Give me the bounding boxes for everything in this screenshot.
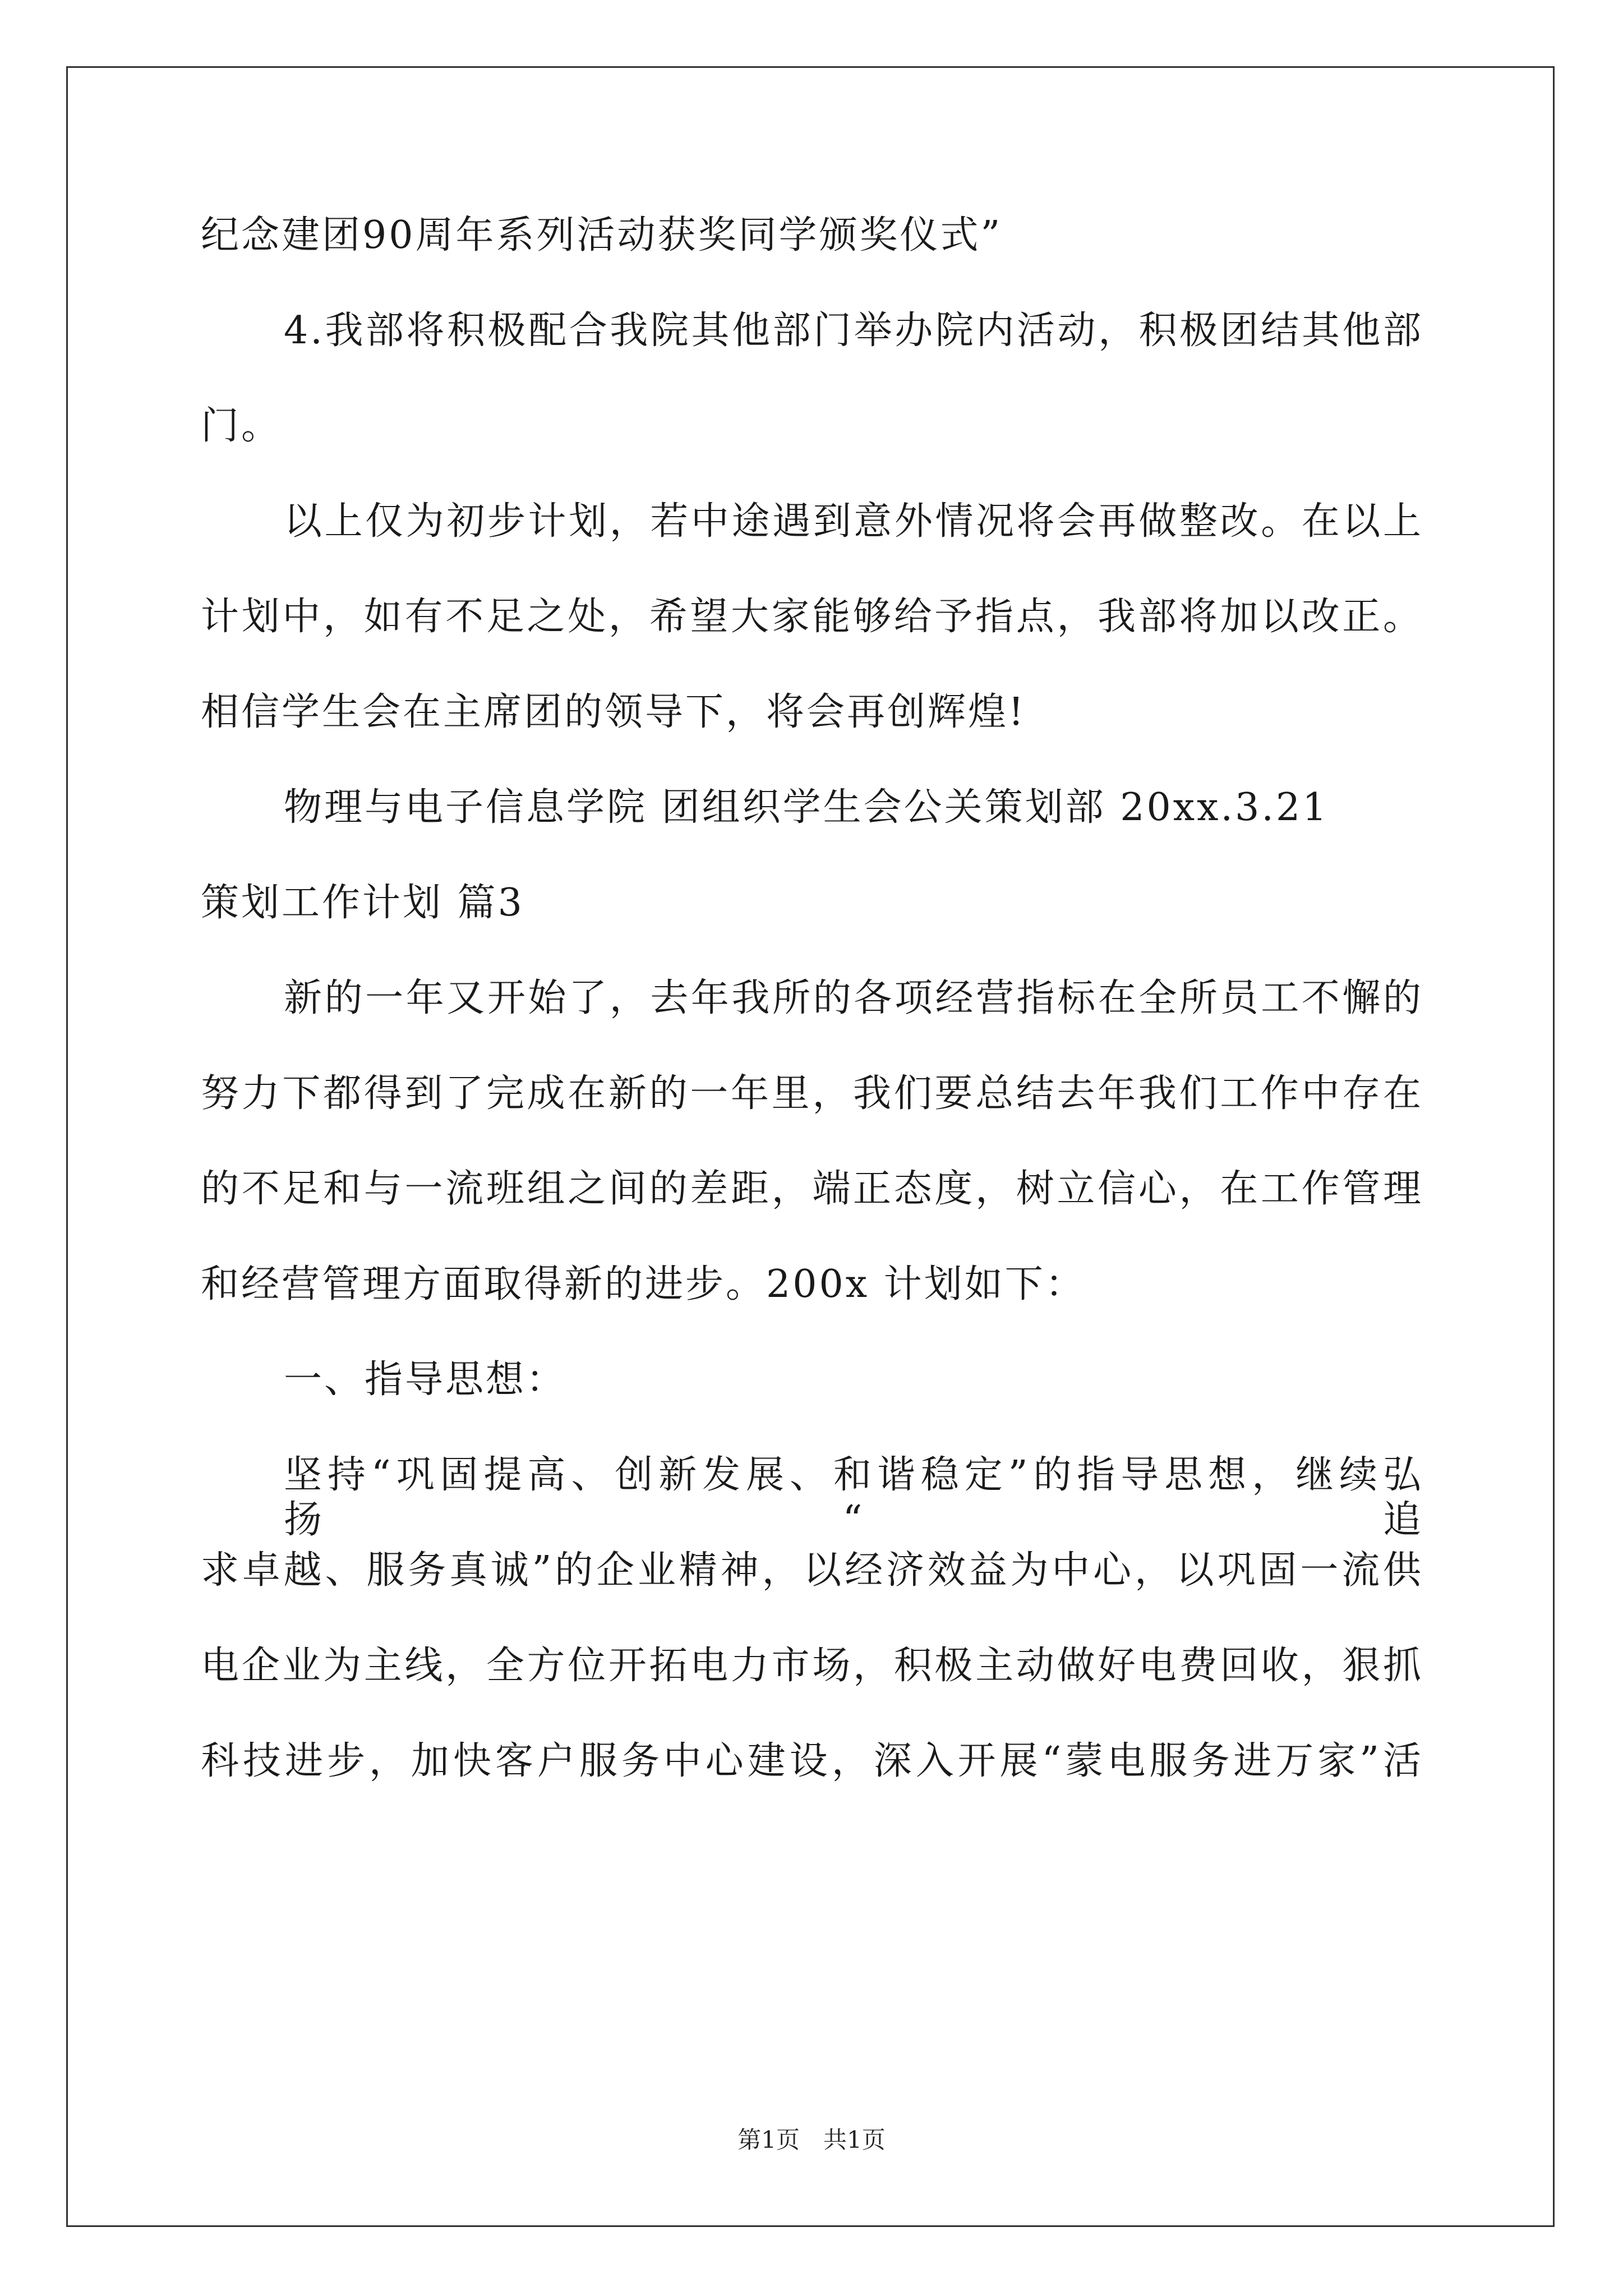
page-footer: 第1页 共1页 — [737, 2126, 886, 2154]
page-border — [66, 66, 1555, 2227]
text-line-16: 电企业为主线，全方位开拓电力市场，积极主动做好电费回收，狠抓 — [201, 1644, 1423, 1688]
signature-line: 物理与电子信息学院 团组织学生会公关策划部 20xx.3.21 — [284, 785, 1329, 830]
text-line-3: 门。 — [201, 404, 282, 448]
text-line-14: 坚持“巩固提高、创新发展、和谐稳定”的指导思想，继续弘扬“追 — [284, 1453, 1423, 1542]
text-line-15: 求卓越、服务真诚”的企业精神，以经济效益为中心，以巩固一流供 — [201, 1548, 1423, 1593]
text-line-5: 计划中，如有不足之处，希望大家能够给予指点，我部将加以改正。 — [201, 595, 1423, 639]
text-line-9: 新的一年又开始了，去年我所的各项经营指标在全所员工不懈的 — [284, 976, 1423, 1020]
text-line-12: 和经营管理方面取得新的进步。200x 计划如下： — [201, 1262, 1086, 1306]
text-line-2: 4.我部将积极配合我院其他部门举办院内活动，积极团结其他部 — [284, 309, 1423, 353]
text-line-17: 科技进步，加快客户服务中心建设，深入开展“蒙电服务进万家”活 — [201, 1739, 1423, 1783]
text-line-1: 纪念建团90周年系列活动获奖同学颁奖仪式” — [201, 213, 1003, 257]
text-line-10: 努力下都得到了完成在新的一年里，我们要总结去年我们工作中存在 — [201, 1071, 1423, 1116]
text-line-11: 的不足和与一流班组之间的差距，端正态度，树立信心，在工作管理 — [201, 1167, 1423, 1211]
text-line-6: 相信学生会在主席团的领导下，将会再创辉煌! — [201, 690, 1026, 734]
section-heading: 策划工作计划 篇3 — [201, 881, 524, 925]
text-line-4: 以上仅为初步计划，若中途遇到意外情况将会再做整改。在以上 — [284, 499, 1423, 544]
subheading-guiding-thought: 一、指导思想： — [284, 1358, 567, 1402]
